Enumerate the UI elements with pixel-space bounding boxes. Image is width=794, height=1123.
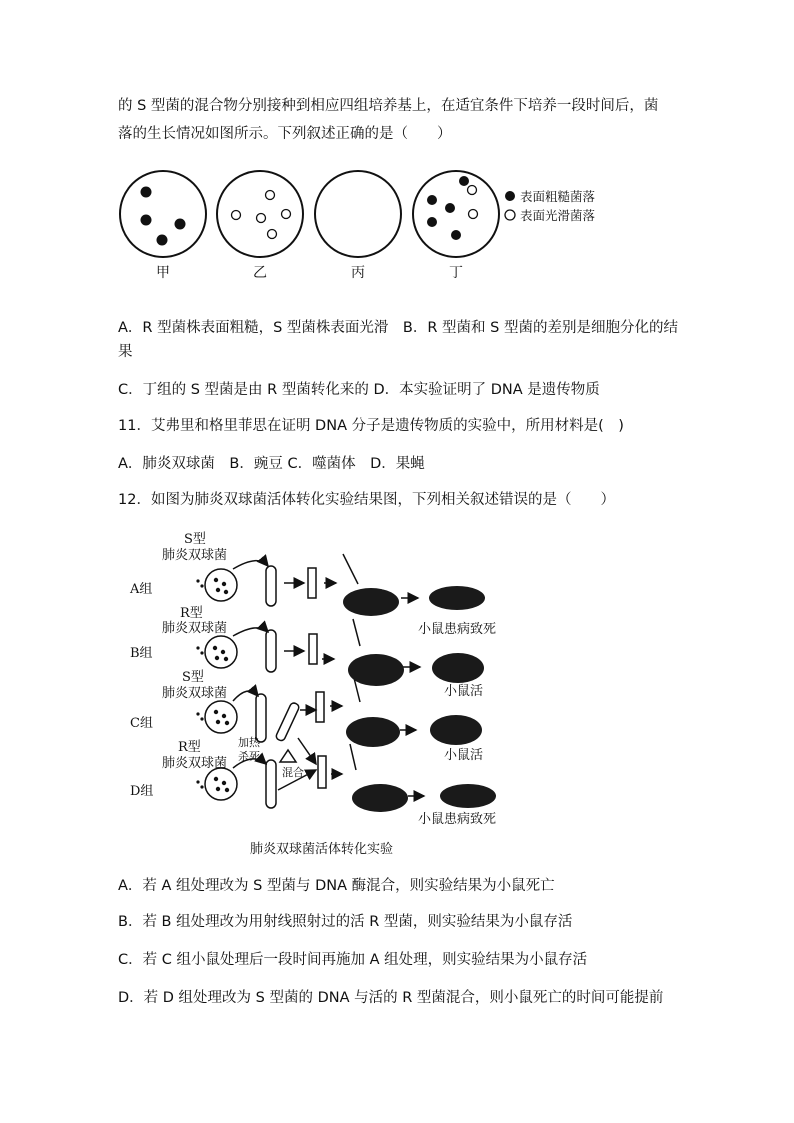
rough-colony [427, 217, 437, 227]
smooth-colony [468, 186, 477, 195]
label-heat-kill: 加热杀死 [238, 736, 260, 763]
q10-options-cd: C．丁组的 S 型菌是由 R 型菌转化来的 D．本实验证明了 DNA 是遗传物质 [118, 382, 600, 398]
mouse-b-result-alive [432, 653, 484, 683]
rough-colony [157, 235, 168, 246]
question-10-stem-line-2: 落的生长情况如图所示。下列叙述正确的是（ ） [118, 126, 452, 142]
smooth-colony [282, 210, 291, 219]
mouse-a-result-dead [429, 586, 485, 610]
q12-option-b: B．若 B 组处理改为用射线照射过的活 R 型菌，则实验结果为小鼠存活 [118, 914, 573, 930]
smooth-colony [469, 210, 478, 219]
label-bacteria-a: 肺炎双球菌 [162, 548, 228, 563]
label-s-type-c: S型 [182, 670, 204, 685]
test-tube-b [266, 630, 276, 672]
burner [280, 750, 296, 762]
mouse-a [343, 588, 399, 616]
test-tube-c-heated [275, 702, 300, 742]
plate-ding [413, 171, 499, 257]
label-group-c: C组 [130, 716, 153, 731]
label-group-b: B组 [130, 646, 153, 661]
smooth-colony [266, 191, 275, 200]
test-tube-a [266, 566, 276, 606]
mouse-d [352, 784, 408, 812]
syringe-a [308, 568, 316, 598]
plate-label-jia: 甲 [156, 265, 170, 281]
syringe-c [316, 692, 324, 722]
culture-plates-figure [118, 168, 638, 288]
rough-colony [141, 215, 152, 226]
plate-label-ding: 丁 [449, 265, 463, 281]
test-tube-c [256, 694, 266, 742]
label-bacteria-c: 肺炎双球菌 [162, 686, 228, 701]
q12-option-d: D．若 D 组处理改为 S 型菌的 DNA 与活的 R 型菌混合，则小鼠死亡的时间可能提前 [118, 990, 664, 1006]
legend-smooth-marker [505, 210, 515, 220]
rough-colony [141, 187, 152, 198]
label-bacteria-b: 肺炎双球菌 [162, 621, 228, 636]
label-result-d: 小鼠患病致死 [418, 812, 497, 827]
mouse-c-result-alive [430, 715, 482, 745]
plate-label-yi: 乙 [253, 265, 267, 281]
plate-bing [315, 171, 401, 257]
mouse-b [348, 654, 404, 686]
label-result-a: 小鼠患病致死 [418, 622, 497, 637]
label-mix: 混合 [282, 766, 304, 779]
mouse-d-result-dead [440, 784, 496, 808]
rough-colony [451, 230, 461, 240]
label-result-c: 小鼠活 [444, 748, 484, 763]
q12-option-a: A．若 A 组处理改为 S 型菌与 DNA 酶混合，则实验结果为小鼠死亡 [118, 878, 555, 894]
legend-smooth-label: 表面光滑菌落 [520, 208, 596, 223]
plates-svg [118, 168, 638, 288]
smooth-colony [268, 230, 277, 239]
legend-rough-marker [505, 191, 515, 201]
syringe-b [309, 634, 317, 664]
legend-rough-label: 表面粗糙菌落 [520, 189, 596, 204]
label-r-type-b: R型 [180, 606, 203, 621]
smooth-colony [257, 214, 266, 223]
label-group-d: D组 [130, 784, 154, 799]
mouse-c [346, 717, 400, 747]
question-11-stem: 11．艾弗里和格里菲思在证明 DNA 分子是遗传物质的实验中，所用材料是( ) [118, 418, 624, 434]
rough-colony [459, 176, 469, 186]
label-s-type-a: S型 [184, 532, 206, 547]
rough-colony [445, 203, 455, 213]
q12-option-c: C．若 C 组小鼠处理后一段时间再施加 A 组处理，则实验结果为小鼠存活 [118, 952, 588, 968]
label-r-type-d: R型 [178, 740, 201, 755]
rough-colony [175, 219, 186, 230]
q10-options-ab: A．R 型菌株表面粗糙，S 型菌株表面光滑 B．R 型菌和 S 型菌的差别是细胞分化的结 [118, 320, 678, 336]
petri-dish-a [205, 569, 237, 601]
syringe-d [318, 756, 326, 788]
label-result-b: 小鼠活 [444, 684, 484, 699]
figure-caption: 肺炎双球菌活体转化实验 [250, 842, 394, 857]
smooth-colony [232, 211, 241, 220]
test-tube-d [266, 760, 276, 808]
petri-dish-d [205, 768, 237, 800]
question-12-stem: 12．如图为肺炎双球菌活体转化实验结果图，下列相关叙述错误的是（ ） [118, 492, 615, 508]
label-bacteria-d: 肺炎双球菌 [162, 756, 228, 771]
q10-options-ab-cont: 果 [118, 344, 133, 360]
transformation-experiment-figure [118, 524, 538, 864]
question-11-options: A．肺炎双球菌 B．豌豆 C．噬菌体 D．果蝇 [118, 456, 425, 472]
petri-dish-c [205, 701, 237, 733]
plate-label-bing: 丙 [351, 265, 365, 281]
rough-colony [427, 195, 437, 205]
question-10-stem-line-1: 的 S 型菌的混合物分别接种到相应四组培养基上，在适宜条件下培养一段时间后，菌 [118, 98, 659, 114]
label-group-a: A组 [130, 582, 153, 597]
